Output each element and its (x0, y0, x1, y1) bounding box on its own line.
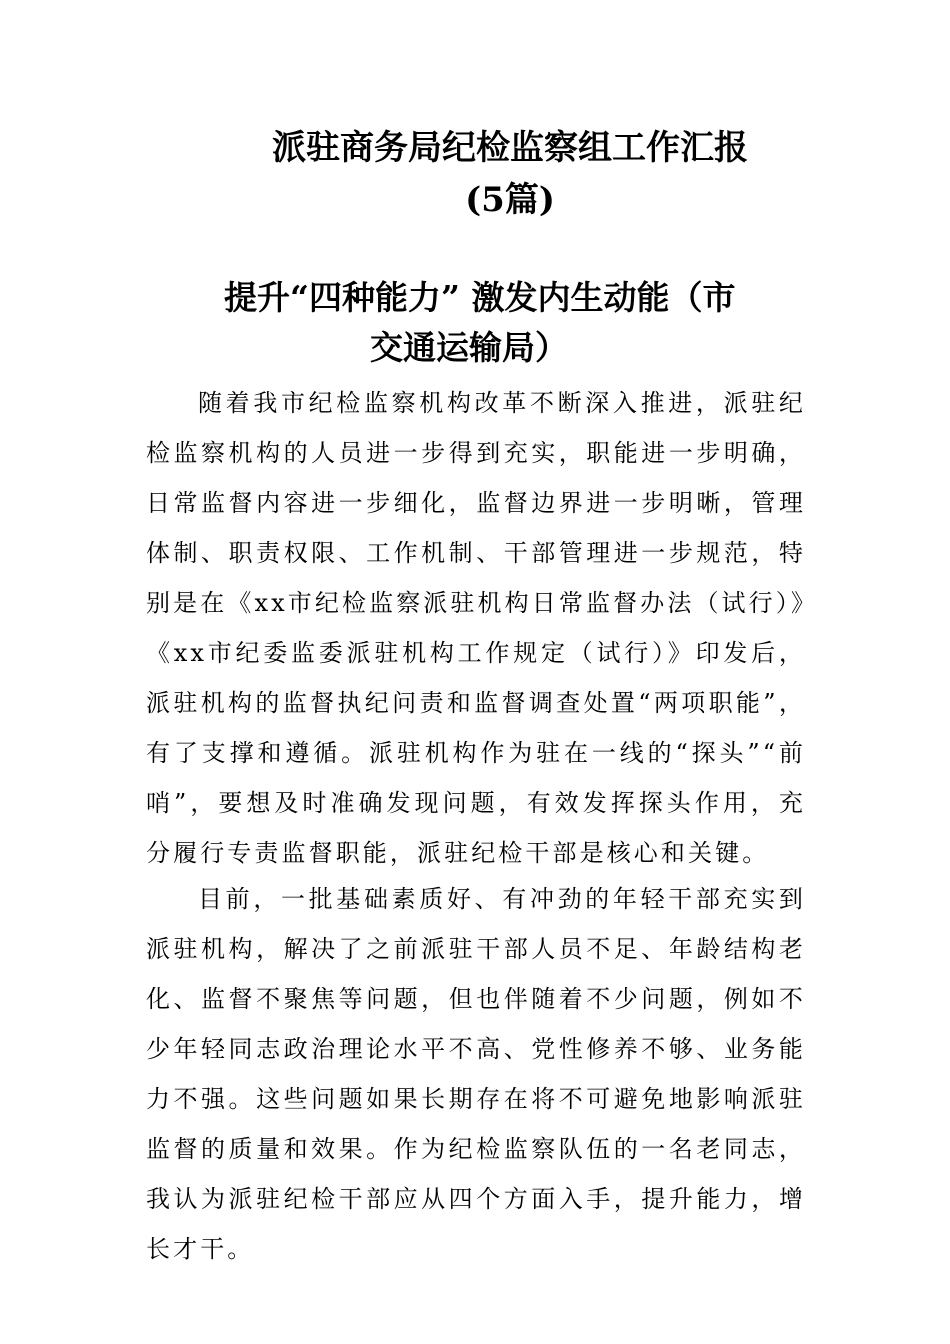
body-paragraph-2: 目前，一批基础素质好、有冲劲的年轻干部充实到派驻机构，解决了之前派驻干部人员不足、年龄结构老化、监督不聚焦等问题，但也伴随着不少问题，例如不少年轻同志政治理论水平不高、党性修养不够、业务能力不强。这些问题如果长期存在将不可避免地影响派驻监督的质量和效果。作为纪检监察队伍的一名老同志，我认为派驻纪检干部应从四个方面入手，提升能力，增长才干。 (146, 885, 806, 1263)
section-title-line1: 提升“四种能力” 激发内生动能（市 (224, 278, 736, 317)
document-title-line1: 派驻商务局纪检监察组工作汇报 (272, 128, 748, 168)
section-title-line2: 交通运输局） (370, 328, 568, 367)
body-paragraph-1: 随着我市纪检监察机构改革不断深入推进，派驻纪检监察机构的人员进一步得到充实，职能进一步明确，日常监督内容进一步细化，监督边界进一步明晰，管理体制、职责权限、工作机制、干部管理进一步规范，特别是在《xx市纪检监察派驻机构日常监督办法（试行）》《xx市纪委监委派驻机构工作规定（试行）》印发后，派驻机构的监督执纪问责和监督调查处置“两项职能”，有了支撑和遵循。派驻机构作为驻在一线的“探头”“前哨”，要想及时准确发现问题，有效发挥探头作用，充分履行专责监督职能，派驻纪检干部是核心和关键。 (146, 389, 806, 867)
document-title-line2: (5篇) (465, 180, 555, 220)
